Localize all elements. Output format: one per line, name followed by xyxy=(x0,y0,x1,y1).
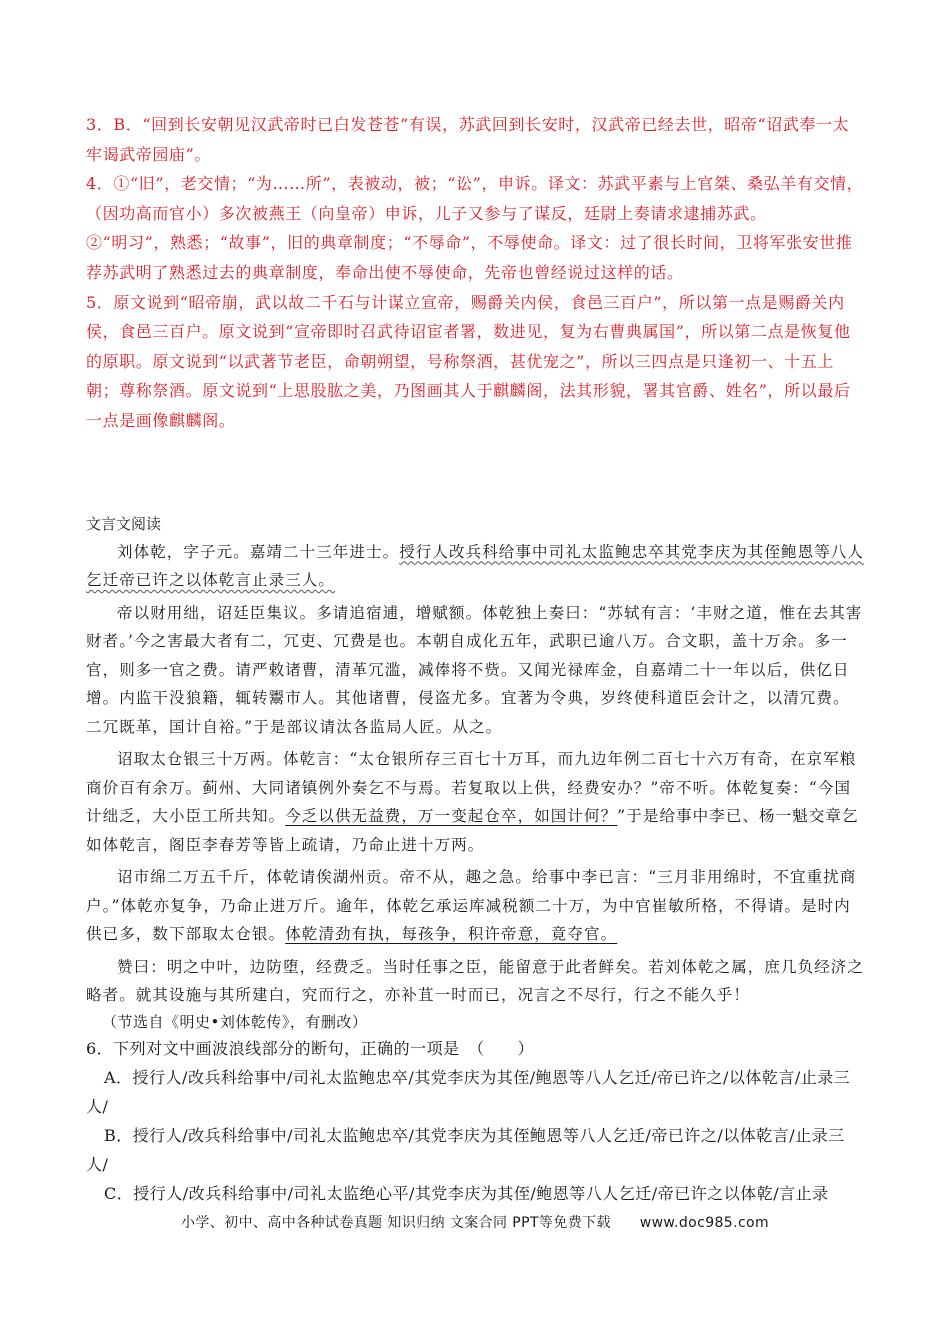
option-b: B．授行人/改兵科给事中/司礼太监鲍忠卒/其党李庆为其侄鲍恩等八人乞迁/帝已许之/以体乾言/止录三人/ xyxy=(86,1125,845,1174)
paragraph-4-start: 诏市绵二万五千斤，体乾请俟湖州贡。帝不从，趣之急。给事中李已言：“三月非用绵时，不宜重扰商户。”体乾亦复争，乃命止进万斤。逾年，体乾乞承运库减税额二十万，为中官崔敏所格，不得请。是时内供已多，数下部取太仓银。 xyxy=(86,868,857,944)
question-stem: 6．下列对文中画波浪线部分的断句，正确的一项是 （ ） xyxy=(86,1038,535,1058)
answer-section xyxy=(86,110,864,436)
paragraph-3-end: ”于是给事中李已、杨一魁交章乞如体乾言，阁臣李春芳等皆上疏请，乃命止进十万两。 xyxy=(86,807,859,854)
answer-5: 5．原文说到“昭帝崩，武以故二千石与计谋立宣帝，赐爵关内侯，食邑三百户”，所以第一点是赐爵关内侯，食邑三百户。原文说到“宣帝即时召武待诏宦者署，数进见，复为右曹典属国”，所以第二点是恢复他的原职。原文说到“以武著节老臣，命朝朔望，号称祭酒，甚优宠之”，所以三四点是只逢初一、十五上朝；尊称祭酒。原文说到“上思股肱之美，乃图画其人于麒麟阁，法其形貌，署其官爵、姓名”，所以最后一点是画像麒麟阁。 xyxy=(86,292,851,430)
paragraph-3-start: 诏取太仓银三十万两。体乾言：“太仓银所存三百七十万耳，而九边年例二百七十六万有奇，在京军粮商价百有余万。蓟州、大同诸镇例外奏乞不与焉。若复取以上供，经费安办？”帝不听。体乾复奏：“今国计绌乏，大小臣工所共知。 xyxy=(86,750,857,826)
paragraph-1-plain: 刘体乾，字子元。嘉靖二十三年进士。 xyxy=(117,542,400,561)
page-footer: 小学、初中、高中各种试卷真题 知识归纳 文案合同 PPT等免费下载 www.doc985.com xyxy=(180,1215,770,1231)
answer-4-part-1: 4．①“旧”，老交情；“为……所”，表被动，被；“讼”，申诉。译文：苏武平素与上官桀、桑弘羊有交情，（因功高而官小）多次被燕王（向皇帝）申诉，儿子又参与了谋反，廷尉上奏请求逮捕苏武。 xyxy=(86,174,864,223)
paragraph-1 xyxy=(86,538,864,595)
paragraph-2: 帝以财用绌，诏廷臣集议。多请追宿逋，增赋额。体乾独上奏曰：“苏轼有言：‘丰财之道，惟在去其害财者。’今之害最大者有二，冗吏、冗费是也。本朝自成化五年，武职已逾八万。合文职，盖十万余。多一官，则多一官之费。请严敕诸曹，清革冗滥，减俸将不赀。又闻光禄库金，自嘉靖二十一年以后，供亿日增。内监干没狼籍，辄转鬻市人。其他诸曹，侵盗尤多。宜著为令典，岁终使科道臣会计之，以清冗费。二冗既革，国计自裕。”于是部议请汰各监局人匠。从之。 xyxy=(86,603,863,736)
paragraph-4 xyxy=(86,863,864,949)
paragraph-5: 赞曰：明之中叶，边防堕，经费乏。当时任事之臣，能留意于此者鲜矣。若刘体乾之属，庶几负经济之略者。就其设施与其所建白，究而行之，亦补苴一时而已，况言之不尽行，行之不能久乎！ xyxy=(86,957,865,1005)
source-note: （节选自《明史•刘体乾传》，有删改） xyxy=(102,1012,368,1031)
wavy-underlined-passage: 授行人改兵科给事中司礼太监鲍忠卒其党李庆为其侄鲍恩等八人乞迁帝已许之以体乾言止录三人。 xyxy=(86,542,865,590)
answer-4-part-2: ②“明习”，熟悉；“故事”，旧的典章制度；“不辱命”，不辱使命。译文：过了很长时间，卫将军张安世推荐苏武明了熟悉过去的典章制度，奉命出使不辱使命，先帝也曾经说过这样的话。 xyxy=(86,233,853,282)
document-page xyxy=(86,110,864,1208)
section-title: 文言文阅读 xyxy=(86,514,162,533)
classical-text xyxy=(86,538,864,1010)
underlined-sentence-1: 今乏以供无益费，万一变起仓卒，如国计何？ xyxy=(285,807,618,826)
option-a: A．授行人/改兵科给事中/司礼太监鲍忠卒/其党李庆为其侄/鲍恩等八人乞迁/帝已许之/以体乾言/止录三人/ xyxy=(86,1067,851,1116)
question-6 xyxy=(86,1034,864,1208)
answer-3: 3．B．“回到长安朝见汉武帝时已白发苍苍”有误，苏武回到长安时，汉武帝已经去世，昭帝“诏武奉一太牢谒武帝园庙”。 xyxy=(86,115,850,164)
underlined-sentence-2: 体乾清劲有执，每孩争，积许帝意，竟夺官。 xyxy=(285,925,618,944)
paragraph-3 xyxy=(86,745,864,859)
option-c: C．授行人/改兵科给事中/司礼太监绝心平/其党李庆为其侄/鲍恩等八人乞迁/帝已许之以体乾/言止录 xyxy=(104,1183,829,1203)
